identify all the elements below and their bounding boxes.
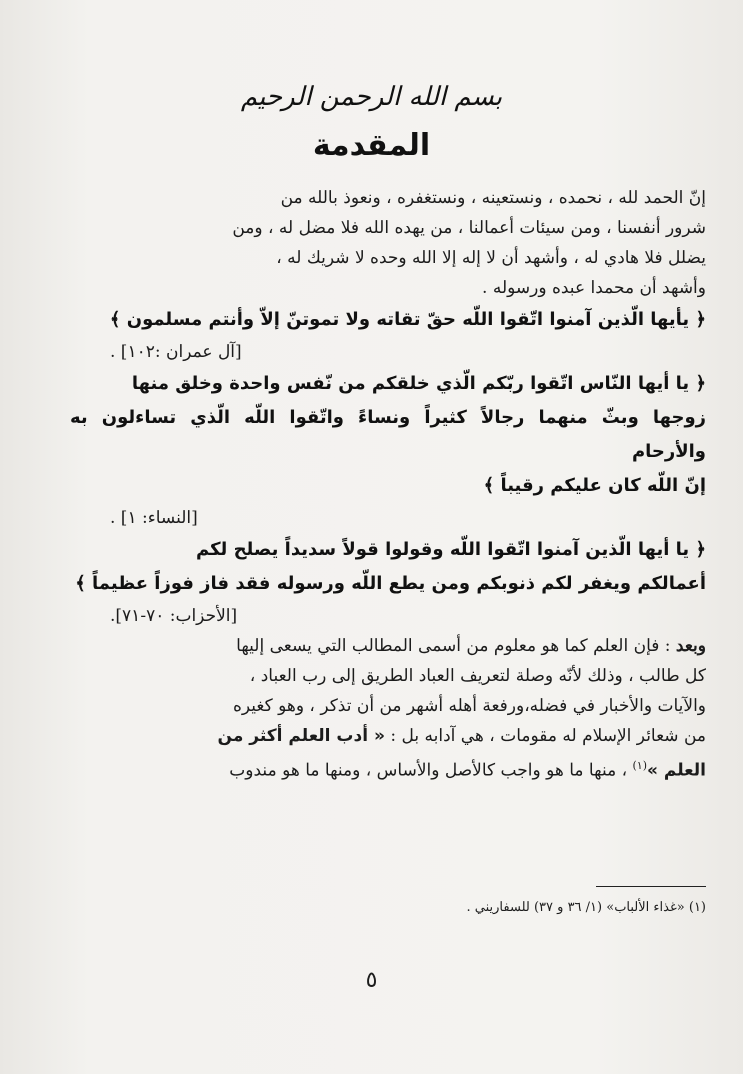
verse-line: زوجها وبثّ منهما رجالاً كثيراً ونساءً واتّقوا اللّه الّذي تساءلون به والأرحام [70, 407, 706, 462]
paragraph-text: : فإن العلم كما هو معلوم من أسمى المطالب التي يسعى إليها [236, 636, 671, 656]
paragraph-line [70, 751, 706, 786]
footnote-divider [596, 886, 706, 887]
page-title: المقدمة [312, 128, 431, 163]
verse-1-citation: [آل عمران :١٠٢] . [110, 342, 242, 362]
verse-line: أعمالكم ويغفر لكم ذنوبكم ومن يطع اللّه ورسوله فقد فاز فوزاً عظيماً ﴾ [75, 573, 706, 594]
second-paragraph [70, 631, 706, 786]
paragraph-line: كل طالب ، وذلك لأنّه وصلة لتعريف العباد الطريق إلى رب العباد ، [249, 666, 706, 686]
quote-text: العلم » [647, 760, 706, 781]
lead-word: وبعد [675, 636, 706, 656]
verse-line: ﴿ يا أيها النّاس اتّقوا ربّكم الّذي خلقكم من نّفس واحدة وخلق منها [131, 373, 706, 394]
paragraph-line: والآيات والأخبار في فضله،ورفعة أهله أشهر من أن تذكر ، وهو كغيره [232, 696, 706, 716]
intro-line: وأشهد أن محمدا عبده ورسوله . [482, 278, 706, 298]
verse-line: ﴿ يا أيها الّذين آمنوا اتّقوا اللّه وقولوا قولاً سديداً يصلح لكم [195, 539, 706, 560]
verse-2 [70, 367, 706, 503]
verse-2-citation: [النساء: ١] . [110, 508, 198, 528]
paragraph-text: ، منها ما هو واجب كالأصل والأساس ، ومنها ما هو مندوب [229, 760, 628, 781]
paragraph-line [70, 631, 706, 661]
footnote: (١) «غذاء الألباب» (١/ ٣٦ و ٣٧) للسفاريني . [466, 900, 706, 915]
intro-line: إنّ الحمد لله ، نحمده ، ونستعينه ، ونستغفره ، ونعوذ بالله من [280, 188, 706, 208]
paragraph-text: من شعائر الإسلام له مقومات ، هي آدابه بل : [390, 726, 706, 746]
verse-3-citation: [الأحزاب: ٧٠-٧١]. [110, 606, 238, 626]
main-text [70, 183, 706, 786]
verse-1: ﴿ يأيها الّذين آمنوا اتّقوا اللّه حقّ تقاته ولا تموتنّ إلاّ وأنتم مسلمون ﴾ [109, 309, 706, 330]
paragraph-line [70, 721, 706, 751]
quote-text: « أدب العلم أكثر من [217, 726, 385, 746]
page-number: ٥ [365, 968, 378, 993]
verse-3 [70, 533, 706, 601]
intro-paragraph [70, 183, 706, 303]
verse-line: إنّ اللّه كان عليكم رقيباً ﴾ [483, 475, 706, 496]
intro-line: يضلل فلا هادي له ، وأشهد أن لا إله إلا الله وحده لا شريك له ، [276, 248, 706, 268]
basmala-calligraphy: بسم الله الرحمن الرحيم [240, 82, 503, 112]
intro-line: شرور أنفسنا ، ومن سيئات أعمالنا ، من يهده الله فلا مضل له ، ومن [232, 218, 706, 238]
footnote-marker: (١) [632, 759, 648, 772]
